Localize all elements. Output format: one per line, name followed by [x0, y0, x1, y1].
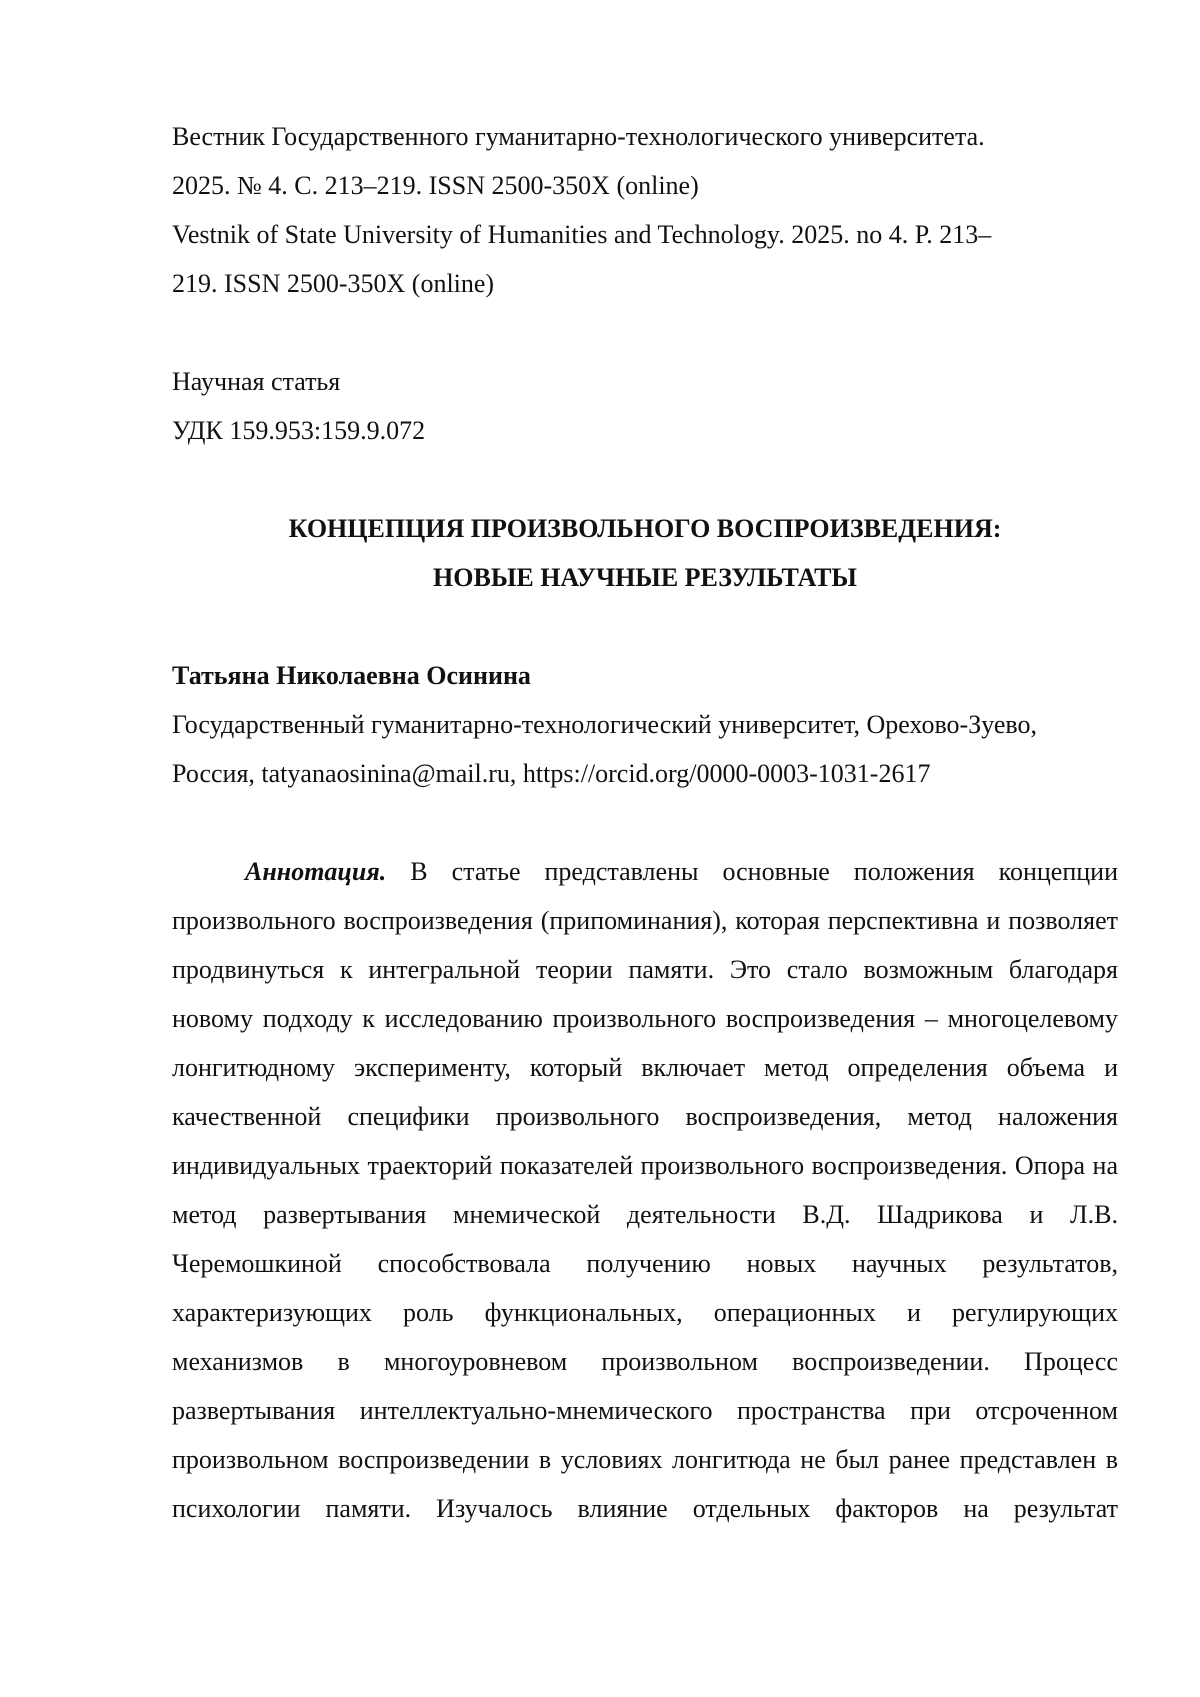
- article-title: [172, 504, 1118, 602]
- citation-en-line-1: Vestnik of State University of Humanities and Technology. 2025. no 4. P. 213–: [172, 220, 992, 249]
- article-meta: [172, 357, 1118, 455]
- spacer: [172, 308, 1118, 357]
- spacer: [172, 455, 1118, 504]
- author-affiliation-line-1: Государственный гуманитарно-технологический университет, Орехово-Зуево,: [172, 710, 1038, 739]
- author-name: Татьяна Николаевна Осинина: [172, 661, 531, 690]
- document-page: [172, 112, 1118, 1533]
- citation-ru-line-2: 2025. № 4. С. 213–219. ISSN 2500-350X (online): [172, 171, 699, 200]
- abstract-paragraph: [172, 847, 1118, 1533]
- citation-ru-line-1: Вестник Государственного гуманитарно-технологического университета.: [172, 122, 985, 151]
- spacer: [172, 798, 1118, 847]
- abstract-text: В статье представлены основные положения концепции произвольного воспроизведения (припоминания), которая перспективна и позволяет продвинуться к интегральной теории памяти. Это стало возможным благодаря новому подходу к исследованию произвольного воспроизведения – многоцелевому лонгитюдному эксперименту, который включает метод определения объема и качественной специфики произвольного воспроизведения, метод наложения индивидуальных траекторий показателей произвольного воспроизведения. Опора на метод развертывания мнемической деятельности В.Д. Шадрикова и Л.В. Черемошкиной способствовала получению новых научных результатов, характеризующих роль функциональных, операционных и регулирующих механизмов в многоуровневом произвольном воспроизведении. Процесс развертывания интеллектуально-мнемического пространства при отсроченном произвольном воспроизведении в условиях лонгитюда не был ранее представлен в психологии памяти. Изучалось влияние отдельных факторов на результат: [172, 857, 1119, 1523]
- author-affiliation-line-2: Россия, tatyanaosinina@mail.ru, https://orcid.org/0000-0003-1031-2617: [172, 759, 931, 788]
- journal-citation: [172, 112, 1118, 308]
- spacer: [172, 602, 1118, 651]
- title-line-2: НОВЫЕ НАУЧНЫЕ РЕЗУЛЬТАТЫ: [433, 563, 857, 592]
- abstract-label: Аннотация.: [245, 857, 387, 886]
- udc-code: УДК 159.953:159.9.072: [172, 416, 426, 445]
- citation-en-line-2: 219. ISSN 2500-350X (online): [172, 269, 495, 298]
- title-line-1: КОНЦЕПЦИЯ ПРОИЗВОЛЬНОГО ВОСПРОИЗВЕДЕНИЯ:: [288, 514, 1002, 543]
- author-block: [172, 651, 1118, 798]
- article-type: Научная статья: [172, 367, 341, 396]
